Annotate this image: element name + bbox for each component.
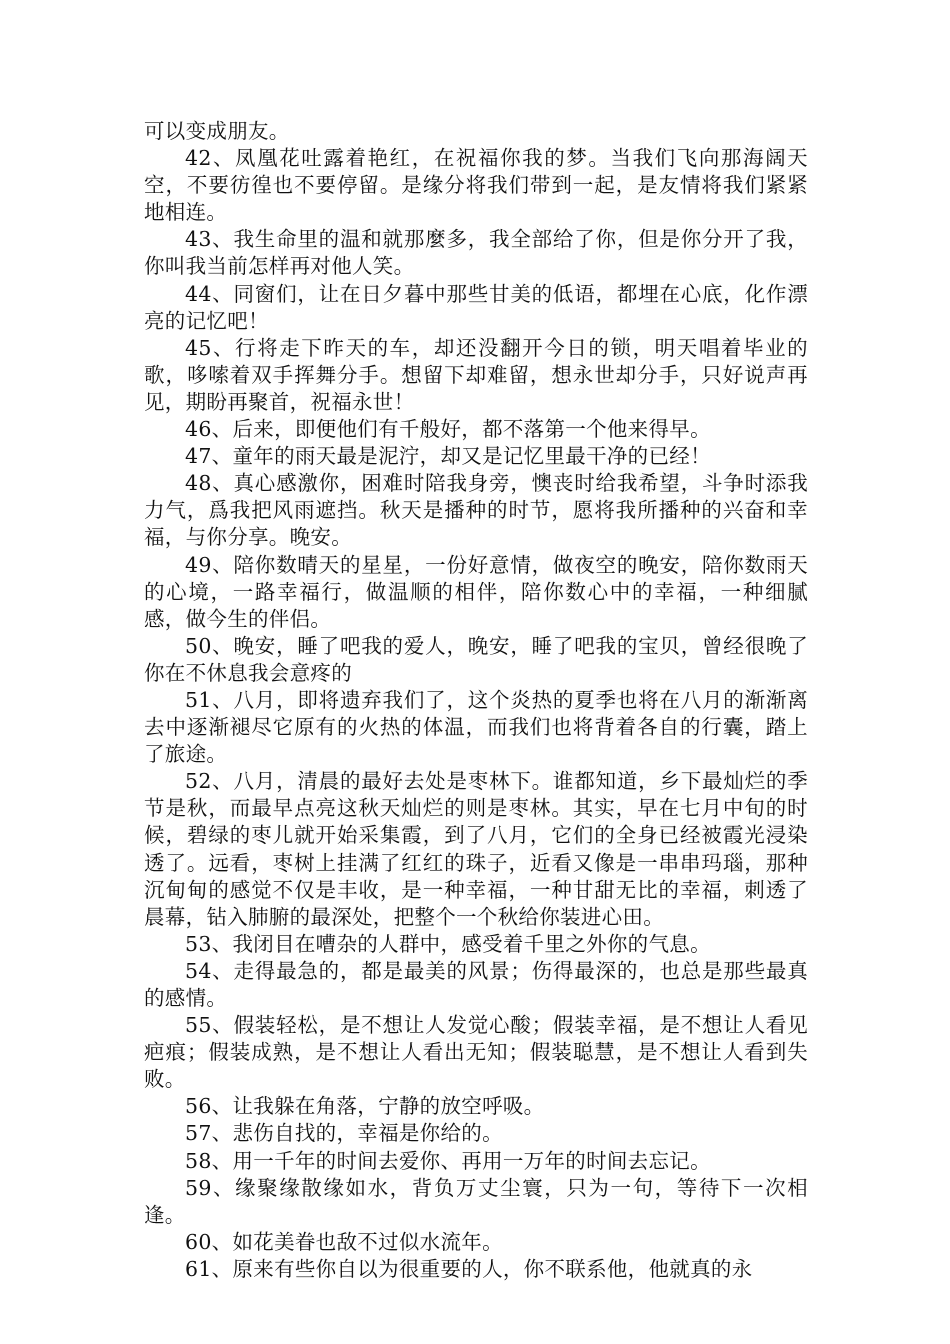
- paragraph-59: 59、缘聚缘散缘如水，背负万丈尘寰，只为一句，等待下一次相逢。: [144, 1175, 808, 1227]
- paragraph-61: 61、原来有些你自以为很重要的人，你不联系他，他就真的永: [185, 1256, 753, 1281]
- paragraph-60: 60、如花美眷也敌不过似水流年。: [185, 1229, 503, 1254]
- paragraph-45: 45、行将走下昨天的车，却还没翻开今日的锁，明天唱着毕业的歌，哆嗦着双手挥舞分手。想留下却难留，想永世却分手，只好说声再见，期盼再聚首，祝福永世！: [144, 335, 808, 414]
- paragraph-52: 52、八月，清晨的最好去处是枣林下。谁都知道，乡下最灿烂的季节是秋，而最早点亮这秋天灿烂的则是枣林。其实，早在七月中旬的时候，碧绿的枣儿就开始采集霞，到了八月，它们的全身已经被霞光浸染透了。远看，枣树上挂满了红红的珠子，近看又像是一串串玛瑙，那种沉甸甸的感觉不仅是丰收，是一种幸福，一种甘甜无比的幸福，刺透了晨幕，钻入肺腑的最深处，把整个一个秋给你装进心田。: [144, 769, 808, 929]
- paragraph-50: 50、晚安，睡了吧我的爱人，晚安，睡了吧我的宝贝，曾经很晚了你在不休息我会意疼的: [144, 633, 808, 685]
- paragraph-54: 54、走得最急的，都是最美的风景；伤得最深的，也总是那些最真的感情。: [144, 958, 808, 1010]
- paragraph-46: 46、后来，即便他们有千般好，都不落第一个他来得早。: [185, 417, 711, 442]
- paragraph-57: 57、悲伤自找的，幸福是你给的。: [185, 1121, 503, 1146]
- paragraph-43: 43、我生命里的温和就那麼多，我全部给了你，但是你分开了我，你叫我当前怎样再对他人笑。: [144, 227, 808, 279]
- paragraph-53: 53、我闭目在嘈杂的人群中，感受着千里之外你的气息。: [185, 931, 711, 956]
- paragraph-58: 58、用一千年的时间去爱你、再用一万年的时间去忘记。: [185, 1148, 711, 1173]
- paragraph-55: 55、假装轻松，是不想让人发觉心酸；假装幸福，是不想让人看见疤痕；假装成熟，是不想让人看出无知；假装聪慧，是不想让人看到失败。: [144, 1013, 808, 1092]
- document-body: [144, 118, 808, 1283]
- paragraph-continuation: 可以变成朋友。: [144, 119, 290, 143]
- paragraph-44: 44、同窗们，让在日夕暮中那些甘美的低语，都埋在心底，化作漂亮的记忆吧！: [144, 281, 808, 333]
- paragraph-47: 47、童年的雨天最是泥泞，却又是记忆里最干净的已经！: [185, 444, 711, 469]
- paragraph-51: 51、八月，即将遗弃我们了，这个炎热的夏季也将在八月的渐渐离去中逐渐褪尽它原有的火热的体温，而我们也将背着各自的行囊，踏上了旅途。: [144, 687, 808, 767]
- paragraph-42: 42、凤凰花吐露着艳红，在祝福你我的梦。当我们飞向那海阔天空，不要彷徨也不要停留。是缘分将我们带到一起，是友情将我们紧紧地相连。: [144, 146, 808, 225]
- paragraph-49: 49、陪你数晴天的星星，一份好意情，做夜空的晚安，陪你数雨天的心境，一路幸福行，做温顺的相伴，陪你数心中的幸福，一种细腻感，做今生的伴侣。: [144, 552, 808, 631]
- paragraph-56: 56、让我躲在角落，宁静的放空呼吸。: [185, 1094, 545, 1119]
- paragraph-48: 48、真心感激你，困难时陪我身旁，懊丧时给我希望，斗争时添我力气，爲我把风雨遮挡。秋天是播种的时节，愿将我所播种的兴奋和幸福，与你分享。晚安。: [144, 471, 808, 550]
